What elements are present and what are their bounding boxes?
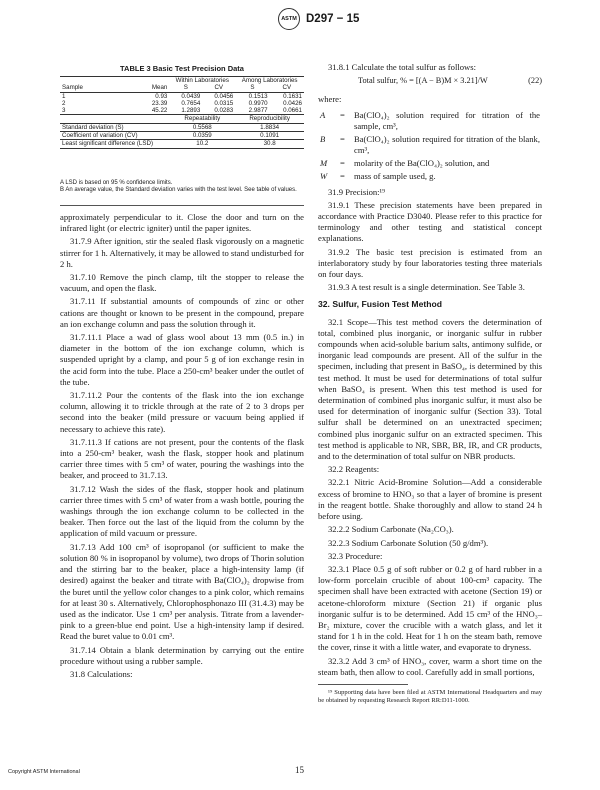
eq: = — [340, 133, 345, 144]
document-id: D297 − 15 — [306, 13, 360, 25]
cell: 0.0283 — [214, 107, 234, 115]
cell: 23.39 — [151, 99, 168, 107]
paragraph: 31.7.11.2 Pour the contents of the flask into the ion exchange column, allowing it to trickle through at the rate of 2 to 3 drops per second into the beaker (mild pressure or vacuum being applied if necessary to achieve this rate). — [60, 390, 304, 434]
footnote-divider — [318, 684, 408, 685]
col-sample-blank — [60, 77, 121, 85]
page-number: 15 — [295, 765, 304, 775]
equation — [318, 75, 542, 86]
eq: = — [340, 170, 345, 181]
cell: 0.1631 — [283, 92, 302, 100]
paragraph: 31.7.14 Obtain a blank determination by carrying out the entire procedure without using a rubber sample. — [60, 644, 304, 666]
copyright-notice: Copyright ASTM International — [8, 769, 80, 775]
col-s-within: S — [183, 84, 188, 92]
lsd-among: 30.8 — [263, 140, 276, 148]
cv-among: 0.1091 — [260, 132, 280, 140]
left-column — [60, 212, 304, 682]
cell: 45.22 — [151, 107, 168, 115]
astm-logo-icon — [278, 8, 300, 30]
lsd-label: Least significant difference (LSD) — [62, 140, 154, 148]
table-note-a: A LSD is based on 95 % confidence limits. — [60, 180, 173, 186]
cv-label: Coefficient of variation (CV) — [62, 132, 138, 140]
cv-within: 0.0359 — [192, 132, 212, 140]
cell: 0.93 — [155, 92, 168, 100]
paragraph: 32.3 Procedure: — [328, 550, 383, 561]
paragraph: 32.3.2 Add 3 cm³ of HNO₃, cover, warm a short time on the steam bath, then allow to cool. Carefully add in small portions, — [318, 655, 542, 677]
equation-text: Total sulfur, % = [(A − B)M × 3.21]/W — [358, 76, 488, 86]
paragraph: 32.1 Scope—This test method covers the determination of total, combined plus inorganic, or inorganic sulfur in rubber compounds when acid-soluble barium salts, antimony sulfide, or inorganic lead compounds are present. All of the sulfur in the specimen, including that present in BaSO₄, is determined by this test method. It must be used for determinations of total sulfur when BaSO₄ is present. When this test method is used for determination of combined plus inorganic sulfur, it must also be used for determination of inorganic sulfur (Section 33). Total sulfur shall be determined on an unextracted specimen; combined plus inorganic sulfur on an extracted specimen. This test method is applicable to NR, SBR, BR, IR, and CR products, and to the determination of total sulfur on NBR products. — [318, 316, 542, 462]
cell: 1 — [62, 92, 66, 100]
table-title: TABLE 3 Basic Test Precision Data — [120, 64, 244, 73]
table-row — [60, 100, 304, 107]
paragraph: 32.2.1 Nitric Acid-Bromine Solution—Add a considerable excess of bromine to HNO₃ so that a layer of bromine is present in the reagent bottle. Shake thoroughly and allow to stand 24 h before using. — [318, 477, 542, 522]
col-s-among: S — [250, 84, 255, 92]
sd-among: 1.8834 — [260, 123, 280, 131]
cell: 0.1513 — [248, 92, 268, 100]
cell: 0.0439 — [181, 92, 201, 100]
sd-label: Standard deviation (S) — [62, 123, 124, 131]
table-row — [60, 92, 304, 100]
var: M — [320, 157, 328, 168]
col-group-within: Within Laboratories — [175, 77, 229, 84]
definition-row — [320, 110, 540, 132]
var: B — [320, 133, 326, 144]
cell: 0.0661 — [283, 107, 302, 115]
paragraph: 32.2 Reagents: — [328, 464, 380, 475]
table-note-b: B An average value, the Standard deviation varies with the test level. See table of values. — [60, 187, 297, 194]
var: A — [320, 109, 326, 120]
cell: 0.0426 — [283, 99, 302, 107]
cell: 0.7654 — [181, 99, 201, 107]
def: Ba(ClO₄)₂ solution required for titration of the blank, cm³, — [354, 133, 540, 155]
paragraph: 31.7.12 Wash the sides of the flask, stopper hook and platinum carrier three times with 5 cm³ of water from a wash bottle, pouring the washings through the ion exchange column to be collected in the beaker. Then force out the last of the liquid from the column by the application of mild vacuum or pressure. — [60, 483, 304, 539]
cell: 0.9970 — [248, 99, 268, 107]
table-divider — [60, 205, 304, 206]
col-mean: Mean — [151, 84, 168, 92]
cell: 2 — [62, 99, 66, 107]
definition-row — [320, 134, 540, 156]
var: W — [320, 170, 328, 181]
col-cv-among: CV — [282, 84, 292, 92]
paragraph: 31.9.3 A test result is a single determination. See Table 3. — [328, 282, 525, 293]
repeatability-label: Repeatability — [184, 115, 221, 123]
page-header — [278, 8, 359, 30]
reproducibility-label: Reproducibility — [249, 115, 290, 123]
eq: = — [340, 157, 345, 168]
cell: 0.0456 — [214, 92, 234, 100]
paragraph: 32.3.1 Place 0.5 g of soft rubber or 0.2 g of hard rubber in a low-form porcelain crucible of about 100-cm³ capacity. The specimen shall have been extracted with acetone (Section 19) or acetone-chloroform mixture (Section 21) if organic plus inorganic sulfur is to be determined. Add 15 cm³ of the HNO₃–Br₂ mixture, cover the crucible with a watch glass, and let it stand for 1 h in the cold. Heat for 1 h on the steam bath, remove the cover, rinse it with a little water, and evaporate to dryness. — [318, 563, 542, 653]
lsd-within: 10.2 — [196, 140, 209, 148]
paragraph: 31.9 Precision:¹⁹ — [328, 186, 386, 197]
col-sample: Sample — [62, 84, 83, 92]
def: mass of sample used, g. — [354, 170, 436, 181]
paragraph: 31.7.11 If substantial amounts of compounds of zinc or other cations are thought or known to be present in the compound, prepare an ion exchange column and pass the solution through it. — [60, 296, 304, 329]
definition-row — [320, 171, 540, 182]
definition-row — [320, 158, 540, 169]
paragraph: 31.9.1 These precision statements have been prepared in accordance with Practice D3040. Please refer to this practice for terminology and other testing and statistical concept explanations. — [318, 199, 542, 244]
paragraph: 31.9.2 The basic test precision is estimated from an interlaboratory study by four laboratories testing three materials on four days. — [318, 246, 542, 280]
cell: 3 — [62, 107, 66, 115]
cell: 1.2893 — [181, 107, 201, 115]
eq: = — [340, 109, 345, 120]
paragraph: 31.7.11.3 If cations are not present, pour the contents of the flask into a 250-cm³ beaker, wash the flask, stopper hook and platinum carrier three times with 5 cm³ of water, pouring the washings into the beaker, and proceed to 31.7.13. — [60, 436, 304, 481]
cell: 2.9877 — [248, 107, 268, 115]
section-heading: 32. Sulfur, Fusion Test Method — [318, 299, 442, 310]
col-group-among: Among Laboratories — [241, 77, 298, 84]
paragraph: 31.7.9 After ignition, stir the sealed flask vigorously on a magnetic stirrer for 1 h. Alternatively, it may be allowed to stand undisturbed for 2 h. — [60, 236, 304, 269]
col-cv-within: CV — [214, 84, 224, 92]
sd-within: 0.5568 — [192, 123, 212, 131]
def: molarity of the Ba(ClO₄)₂ solution, and — [354, 157, 490, 168]
where-label: where: — [318, 94, 342, 105]
footnote: ¹⁹ Supporting data have been filed at ASTM International Headquarters and may be obtained by requesting Research Report RR:D11-1000. — [318, 688, 542, 704]
paragraph: 31.7.11.1 Place a wad of glass wool about 13 mm (0.5 in.) in diameter in the bottom of the ion exchange column, which is suspended upright by a clamp, and pour 5 g of ion exchange resin in the acid form into the tube. Place a 250-cm³ beaker under the outlet of the tube. — [60, 332, 304, 387]
cell: 0.0315 — [214, 99, 234, 107]
logo-text: ASTM — [281, 16, 297, 22]
paragraph: 31.7.13 Add 100 cm³ of isopropanol (or sufficient to make the solution 80 % in isopropanol by volume), two drops of Thorin solution and the stirring bar to the beaker, place a high-intensity lamp (if desired) against the beaker and titrate with Ba(ClO₄)₂ dropwise from the buret until the yellow color changes to a pink color, which remains for at least 30 s. Alternatively, Chlorophosphonazo III (31.4.3) may be used as the indicator. Use 1 cm³ per analysis. Titrate from a lavender-pink to a green-blue end point. Use a high-intensity lamp if desired. Read the buret value to 0.01 cm³. — [60, 541, 304, 642]
paragraph: 32.2.3 Sodium Carbonate Solution (50 g/dm³). — [328, 537, 489, 548]
right-column — [318, 62, 542, 705]
equation-number: (22) — [528, 76, 542, 86]
paragraph: approximately perpendicular to it. Close the door and turn on the infrared light (or electric igniter) until the paper ignites. — [60, 212, 304, 234]
table-row — [60, 107, 304, 115]
table-notes — [60, 180, 304, 195]
paragraph: 32.2.2 Sodium Carbonate (Na₂CO₃). — [328, 524, 454, 535]
paragraph: 31.7.10 Remove the pinch clamp, tilt the stopper to release the vacuum, and open the flask. — [60, 272, 304, 294]
precision-table — [60, 76, 304, 149]
def: Ba(ClO₄)₂ solution required for titration of the sample, cm³, — [354, 109, 540, 131]
paragraph: 31.8 Calculations: — [70, 668, 133, 679]
paragraph: 31.8.1 Calculate the total sulfur as follows: — [328, 62, 476, 72]
variable-definitions — [318, 108, 542, 184]
